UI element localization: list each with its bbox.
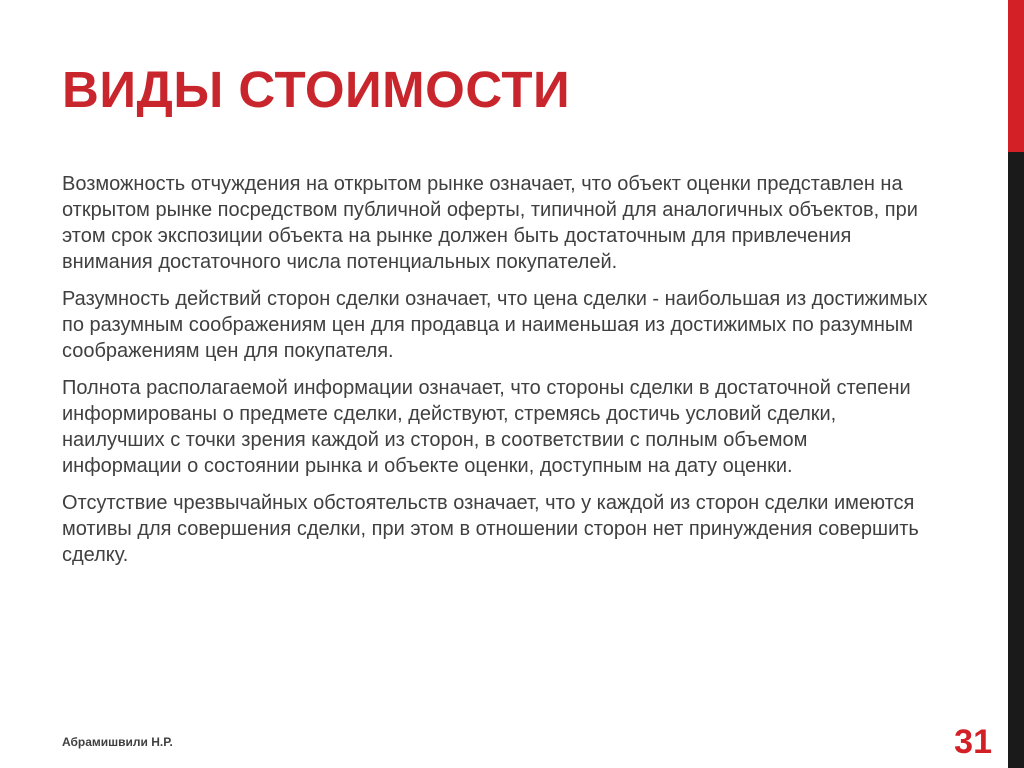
footer-author: Абрамишвили Н.Р. — [62, 735, 173, 749]
slide-title: ВИДЫ СТОИМОСТИ — [62, 61, 571, 118]
paragraph-open-market: Возможность отчуждения на открытом рынке означает, что объект оценки представлен на открытом рынке посредством публичной оферты, типичной для аналогичных объектов, при этом срок экспозиции объекта на рынке должен быть достаточным для привлечения внимания достаточного числа потенциальных покупателей. — [62, 173, 918, 273]
paragraph-reasonable-actions: Разумность действий сторон сделки означает, что цена сделки - наибольшая из достижимых по разумным соображениям цен для продавца и наименьшая из достижимых по разумным соображениям цен для покупателя. — [62, 288, 928, 362]
slide-body — [62, 171, 932, 579]
accent-bar-red — [1008, 0, 1024, 152]
accent-bar-dark — [1008, 152, 1024, 768]
paragraph-no-emergency: Отсутствие чрезвычайных обстоятельств означает, что у каждой из сторон сделки имеются мотивы для совершения сделки, при этом в отношении сторон нет принуждения совершить сделку. — [62, 492, 919, 566]
paragraph-information-completeness: Полнота располагаемой информации означает, что стороны сделки в достаточной степени информированы о предмете сделки, действуют, стремясь достичь условий сделки, наилучших с точки зрения каждой из сторон, в соответствии с полным объемом информации о состоянии рынка и объекте оценки, доступным на дату оценки. — [62, 377, 911, 477]
page-number: 31 — [954, 723, 992, 761]
